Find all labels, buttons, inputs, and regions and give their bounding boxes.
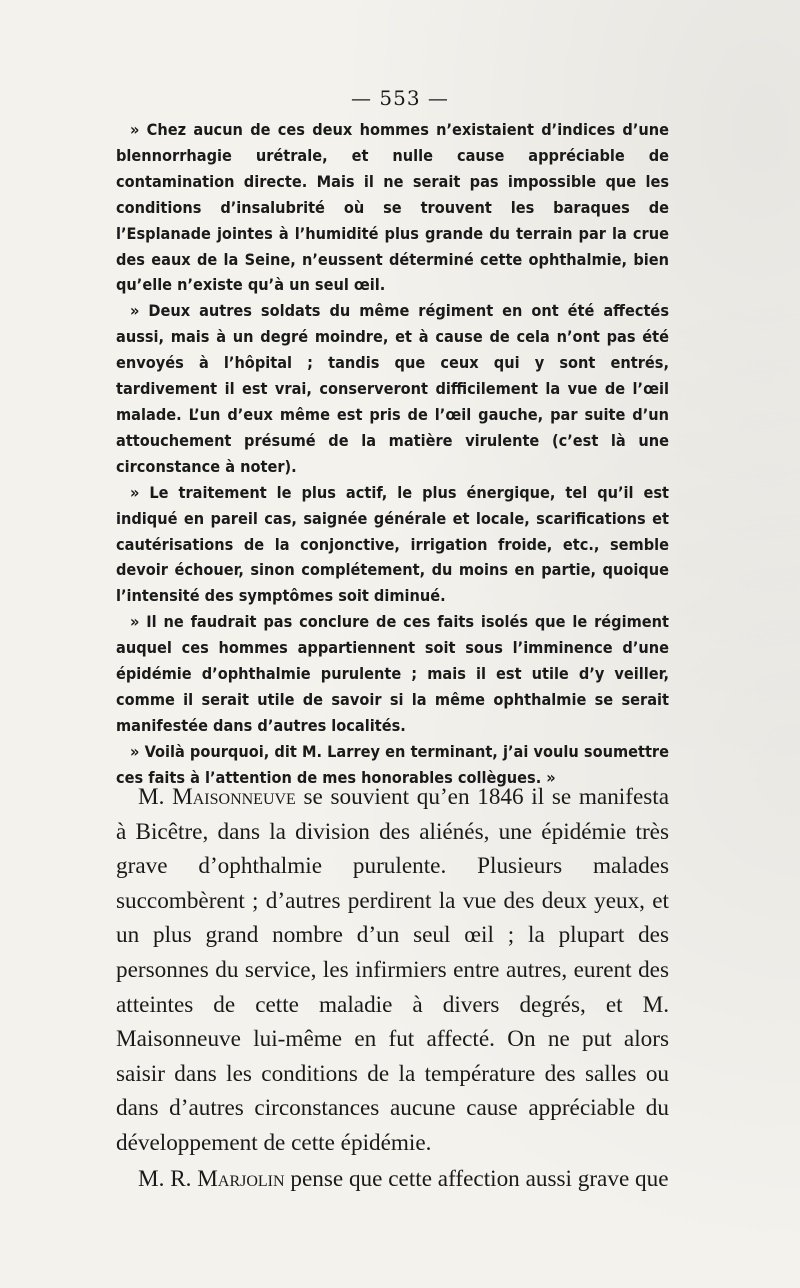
paragraph: » Deux autres soldats du même régiment en ont été affectés aussi, mais à un degré moindre, et à cause de cela n’ont pas été envoyés à l’hôpital ; tandis que ceux qui y sont entrés, tardivement il est vrai, conserveront difficilement la vue de l’œil malade. L’un d’eux même est pris de l’œil gauche, par suite d’un attouchement présumé de la matière virulente (c’est là une circonstance à noter). — [116, 301, 669, 476]
marjolin-paragraph — [116, 1162, 669, 1197]
paragraph: » Chez aucun de ces deux hommes n’existaient d’indices d’une blennorrhagie urétrale, et nulle cause appréciable de contamination directe. Mais il ne serait pas impossible que les conditions d’insalubrité où se trouvent les baraques de l’Esplanade jointes à l’humidité plus grande du terrain par la crue des eaux de la Seine, n’eussent déterminé cette ophthalmie, bien qu’elle n’existe qu’à un seul œil. — [116, 120, 669, 295]
paragraph: » Le traitement le plus actif, le plus énergique, tel qu’il est indiqué en pareil cas, saignée générale et locale, scarifications et cautérisations de la conjonctive, irrigation froide, etc., semble devoir échouer, sinon complétement, du moins en partie, quoique l’intensité des symptômes soit diminué. — [116, 482, 669, 606]
maisonneuve-paragraph — [116, 780, 669, 1161]
quoted-report — [116, 117, 669, 791]
paragraph: » Voilà pourquoi, dit M. Larrey en terminant, j’ai voulu soumettre ces faits à l’attention de mes honorables collègues. » — [116, 741, 669, 787]
paragraph-text: pense que cette affection aussi grave que — [284, 1165, 669, 1192]
page-number: — 553 — — [351, 86, 449, 110]
speaker-name: Maisonneuve — [172, 784, 296, 810]
paragraph-text: se souvient qu’en 1846 il se manifesta à Bicêtre, dans la division des aliénés, une épidémie très grave d’ophthalmie purulente. Plusieurs malades succombèrent ; d’autres perdirent la vue des deux yeux, et un plus grand nombre d’un seul œil ; la plupart des personnes du service, les infirmiers entre autres, eurent des atteintes de cette maladie à divers degrés, et M. Maisonneuve lui-même en fut affecté. On ne put alors saisir dans les conditions de la température des salles ou dans d’autres circonstances aucune cause appréciable du développement de cette épidémie. — [116, 784, 669, 1156]
paragraph: » Il ne faudrait pas conclure de ces faits isolés que le régiment auquel ces hommes appartiennent soit sous l’imminence d’une épidémie d’ophthalmie purulente ; mais il est utile d’y veiller, comme il serait utile de savoir si la même ophthalmie se serait manifestée dans d’autres localités. — [116, 612, 669, 735]
speaker-prefix: M. — [138, 784, 173, 810]
speaker-name: Marjolin — [197, 1165, 285, 1192]
discussion — [116, 780, 669, 1196]
speaker-prefix: M. R. — [138, 1165, 198, 1192]
